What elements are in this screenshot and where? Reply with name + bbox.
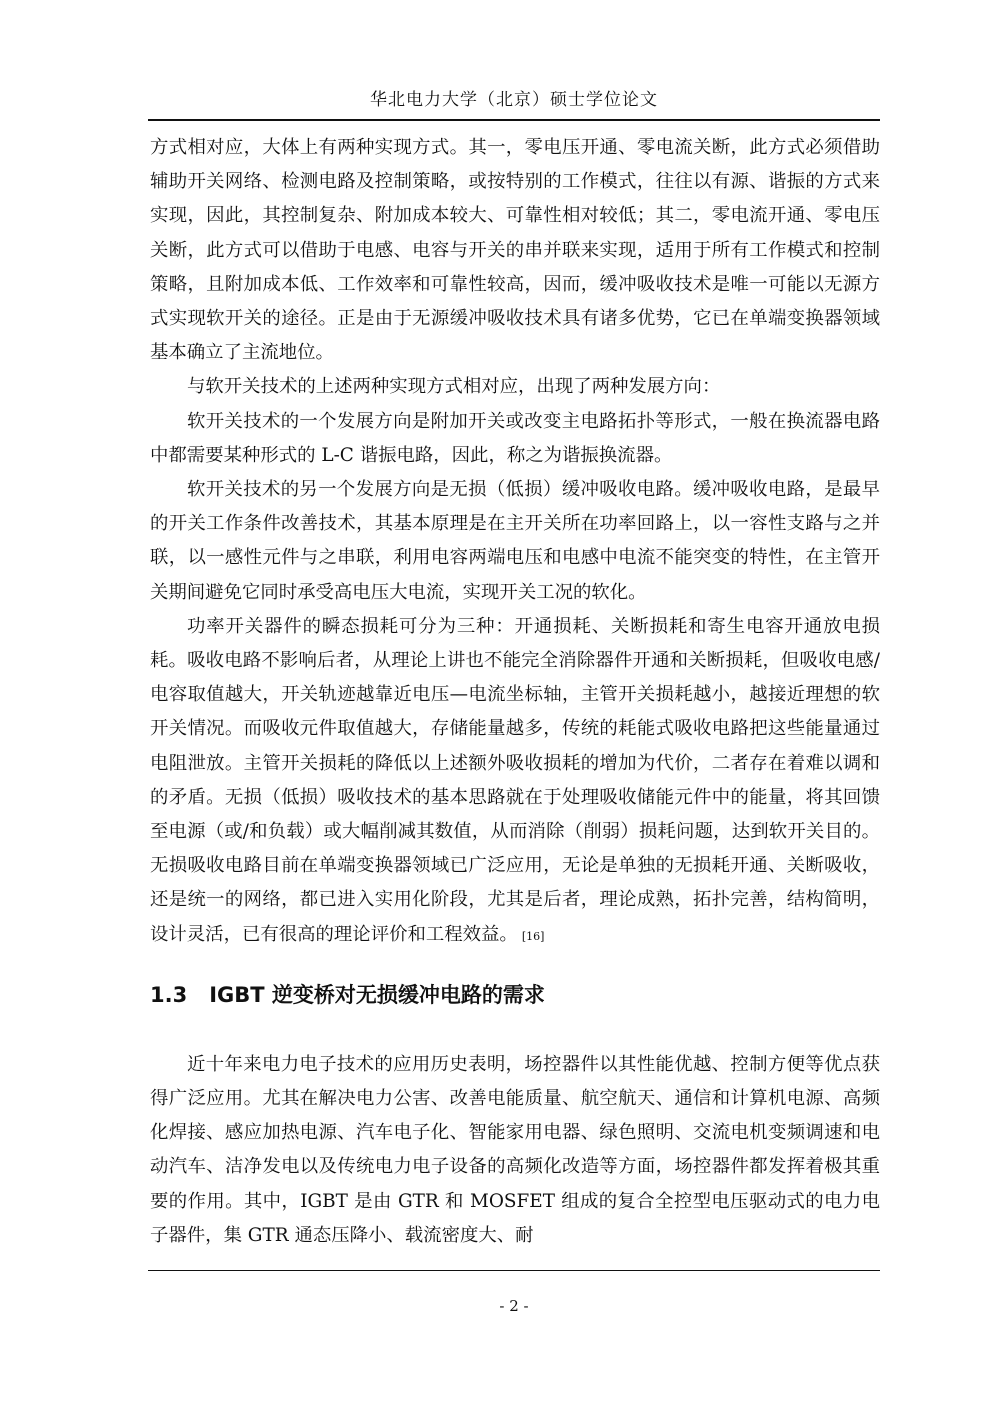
citation-reference: [16]: [521, 929, 545, 943]
paragraph-continuation: 方式相对应，大体上有两种实现方式。其一，零电压开通、零电流关断，此方式必须借助辅助开关网络、检测电路及控制策略，或按特别的工作模式，往往以有源、谐振的方式来实现，因此，其控制复杂、附加成本较大、可靠性相对较低；其二，零电流开通、零电压关断，此方式可以借助于电感、电容与开关的串并联来实现，适用于所有工作模式和控制策略，且附加成本低、工作效率和可靠性较高，因而，缓冲吸收技术是唯一可能以无源方式实现软开关的途径。正是由于无源缓冲吸收技术具有诸多优势，它已在单端变换器领域基本确立了主流地位。: [150, 137, 880, 364]
section-heading: [150, 978, 880, 1012]
paragraph-lossless-snubber: 软开关技术的另一个发展方向是无损（低损）缓冲吸收电路。缓冲吸收电路，是最早的开关工作条件改善技术，其基本原理是在主开关所在功率回路上，以一容性支路与之并联，以一感性元件与之串联，利用电容两端电压和电感中电流不能突变的特性，在主管开关期间避免它同时承受高电压大电流，实现开关工况的软化。: [150, 479, 880, 603]
footer-rule: [148, 1270, 880, 1271]
header-rule: [148, 119, 880, 121]
paragraph-switching-losses-text: 功率开关器件的瞬态损耗可分为三种：开通损耗、关断损耗和寄生电容开通放电损耗。吸收电路不影响后者，从理论上讲也不能完全消除器件开通和关断损耗，但吸收电感/电容取值越大，开关轨迹越靠近电压—电流坐标轴，主管开关损耗越小，越接近理想的软开关情况。而吸收元件取值越大，存储能量越多，传统的耗能式吸收电路把这些能量通过电阻泄放。主管开关损耗的降低以上述额外吸收损耗的增加为代价，二者存在着难以调和的矛盾。无损（低损）吸收技术的基本思路就在于处理吸收储能元件中的能量，将其回馈至电源（或/和负载）或大幅削减其数值，从而消除（削弱）损耗问题，达到软开关目的。无损吸收电路目前在单端变换器领域已广泛应用，无论是单独的无损耗开通、关断吸收，还是统一的网络，都已进入实用化阶段，尤其是后者，理论成熟，拓扑完善，结构简明，设计灵活，已有很高的理论评价和工程效益。: [150, 615, 880, 945]
paragraph-resonant-converter: 软开关技术的一个发展方向是附加开关或改变主电路拓扑等形式，一般在换流器电路中都需要某种形式的 L-C 谐振电路，因此，称之为谐振换流器。: [150, 410, 880, 466]
page-number: - 2 -: [499, 1297, 529, 1315]
paragraph-two-directions: 与软开关技术的上述两种实现方式相对应，出现了两种发展方向：: [187, 376, 721, 398]
paragraph-switching-losses: [150, 610, 880, 954]
section-number: 1.3: [150, 982, 188, 1007]
body-text: [150, 131, 880, 1253]
paragraph-igbt-intro: 近十年来电力电子技术的应用历史表明，场控器件以其性能优越、控制方便等优点获得广泛应用。尤其在解决电力公害、改善电能质量、航空航天、通信和计算机电源、高频化焊接、感应加热电源、汽车电子化、智能家用电器、绿色照明、交流电机变频调速和电动汽车、洁净发电以及传统电力电子设备的高频化改造等方面，场控器件都发挥着极其重要的作用。其中，IGBT 是由 GTR 和 MOSFET 组成的复合全控型电压驱动式的电力电子器件，集 GTR 通态压降小、载流密度大、耐: [150, 1053, 880, 1246]
section-title: IGBT 逆变桥对无损缓冲电路的需求: [209, 982, 545, 1007]
running-header: 华北电力大学（北京）硕士学位论文: [370, 90, 658, 110]
